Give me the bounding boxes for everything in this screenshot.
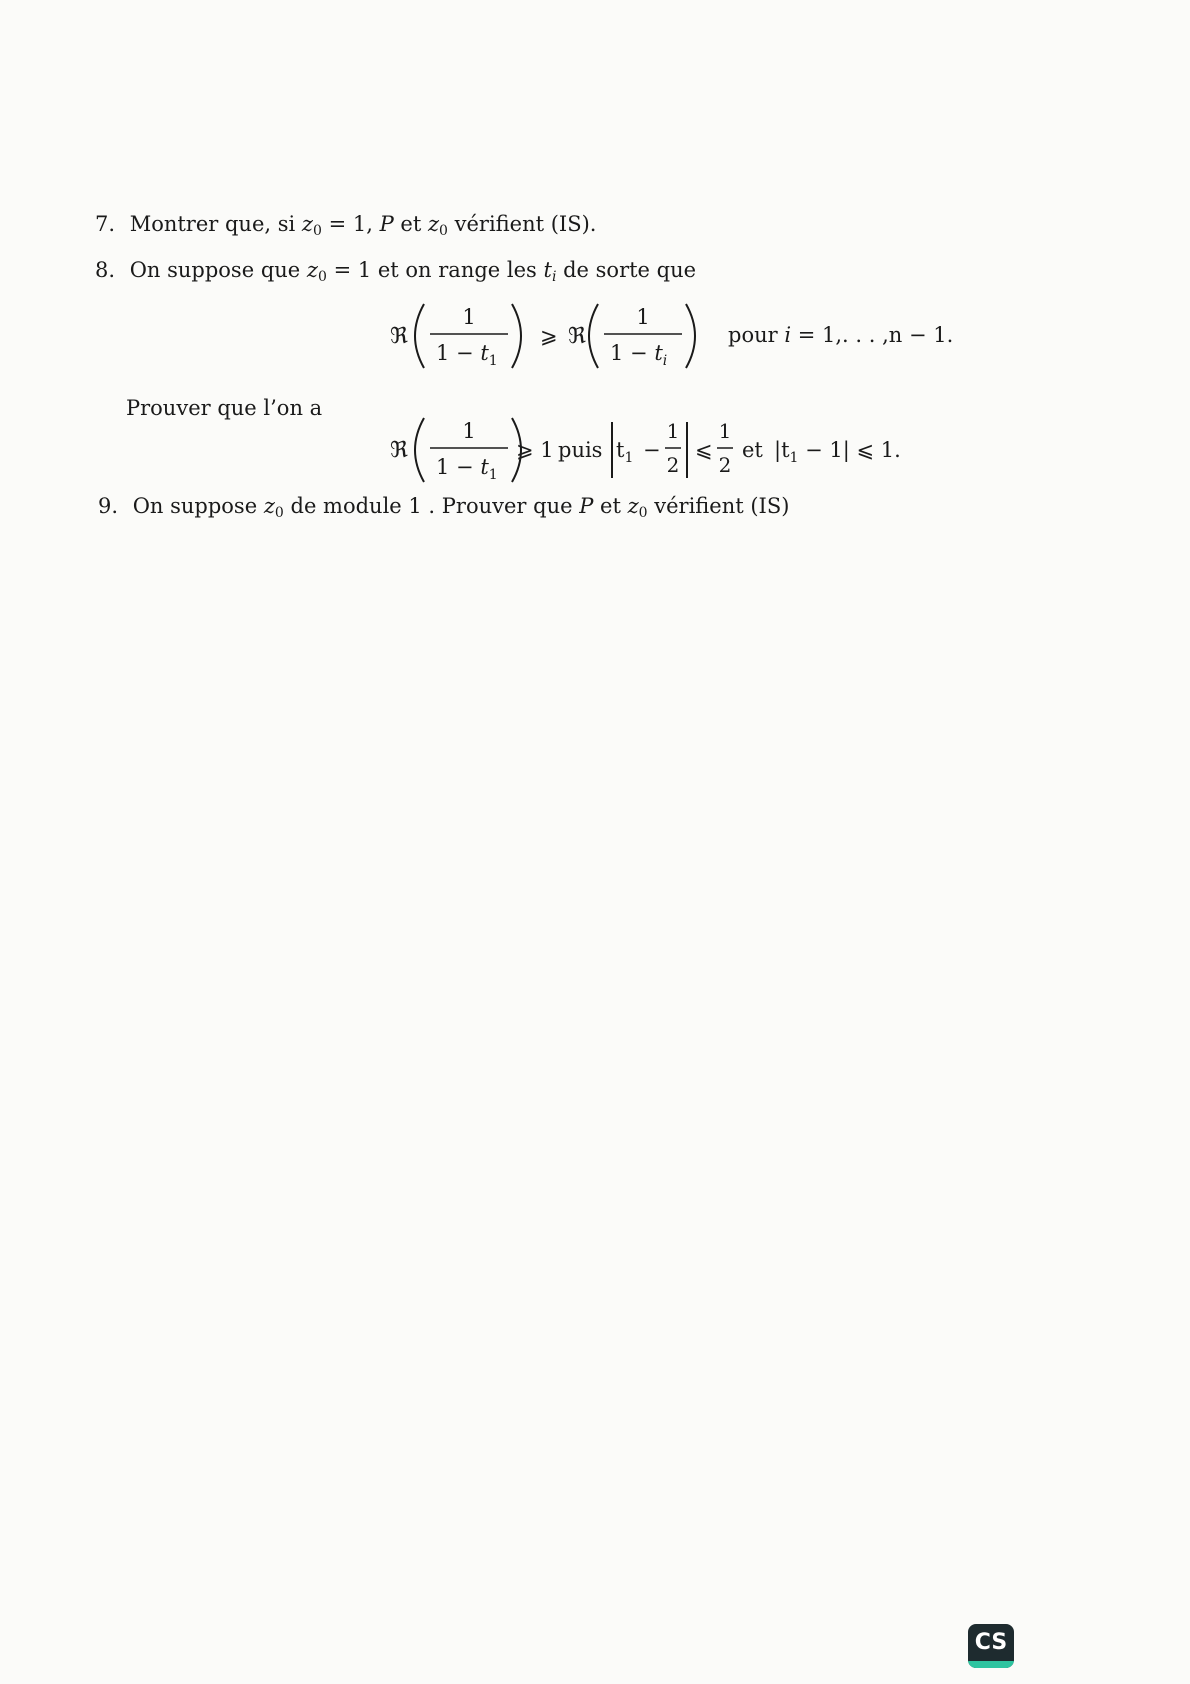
question-8 — [95, 256, 696, 284]
math-subscript: 0 — [274, 505, 284, 521]
right-paren — [686, 304, 695, 368]
math-subscript: 0 — [439, 223, 448, 239]
logo-text: CS — [974, 1630, 1008, 1655]
word-puis: puis — [558, 438, 603, 462]
geq-one: ⩾ 1 — [516, 438, 554, 462]
math-var: P — [579, 494, 594, 518]
leq-symbol: ⩽ — [695, 438, 713, 462]
prouver-line: Prouver que l’on a — [126, 396, 323, 420]
abs-inequality: $|t_1 - 1|$ ⩽ 1. — [774, 438, 901, 466]
abs-content: $t_1$ — [616, 438, 634, 466]
math-subscript: 0 — [312, 223, 322, 239]
half-numerator: 1 — [666, 419, 680, 443]
math-var: P — [379, 212, 394, 236]
fraction-numerator: 1 — [636, 305, 650, 329]
question-text: et — [393, 212, 428, 236]
question-text: On suppose que — [129, 258, 307, 282]
question-text: vérifient (IS). — [447, 212, 597, 236]
half-numerator: 1 — [718, 419, 732, 443]
question-text: = 1, — [321, 212, 380, 236]
question-text: et — [593, 494, 628, 518]
question-text: de sorte que — [556, 258, 697, 282]
half-denominator: 2 — [666, 453, 680, 477]
minus-symbol: − — [643, 438, 661, 462]
question-text: vérifient (IS) — [647, 494, 790, 518]
math-subscript: 0 — [638, 505, 648, 521]
question-9 — [98, 492, 789, 520]
question-number: 9. — [98, 494, 119, 518]
math-var: z — [306, 258, 318, 282]
camscanner-logo — [968, 1624, 1014, 1668]
math-subscript: i — [551, 269, 557, 285]
fraction-denominator: $1 - t_1$ — [436, 455, 498, 483]
question-text: Montrer que, si — [129, 212, 302, 236]
equation-ordering — [390, 296, 954, 376]
question-number: 8. — [95, 258, 116, 282]
real-part-symbol: ℜ — [390, 324, 408, 349]
left-paren — [415, 304, 424, 368]
math-var: z — [263, 494, 275, 518]
fraction-numerator: 1 — [462, 305, 476, 329]
question-text: = 1 et on range les — [326, 258, 544, 282]
fraction-denominator: $1 - t_1$ — [436, 341, 498, 369]
math-var: z — [627, 494, 639, 518]
left-paren — [589, 304, 598, 368]
real-part-symbol: ℜ — [390, 438, 408, 463]
fraction-denominator: $1 - t_i$ — [610, 341, 668, 369]
math-var: z — [427, 212, 440, 236]
math-subscript: 0 — [317, 269, 327, 285]
math-var: t — [543, 258, 552, 282]
question-text: On suppose — [132, 494, 264, 518]
left-paren — [415, 418, 424, 482]
question-7 — [95, 210, 596, 238]
half-denominator: 2 — [718, 453, 732, 477]
equation-bounds — [390, 410, 910, 490]
logo-accent-bar — [968, 1661, 1014, 1668]
word-et: et — [742, 438, 763, 462]
geq-symbol: ⩾ — [540, 324, 558, 348]
math-var: z — [301, 212, 313, 236]
right-paren — [512, 304, 521, 368]
question-text: de module 1 . Prouver que — [283, 494, 580, 518]
fraction-numerator: 1 — [462, 419, 476, 443]
question-number: 7. — [95, 212, 116, 236]
equation-condition: pour i = 1,. . . ,n − 1. — [728, 323, 954, 347]
real-part-symbol: ℜ — [568, 324, 586, 349]
